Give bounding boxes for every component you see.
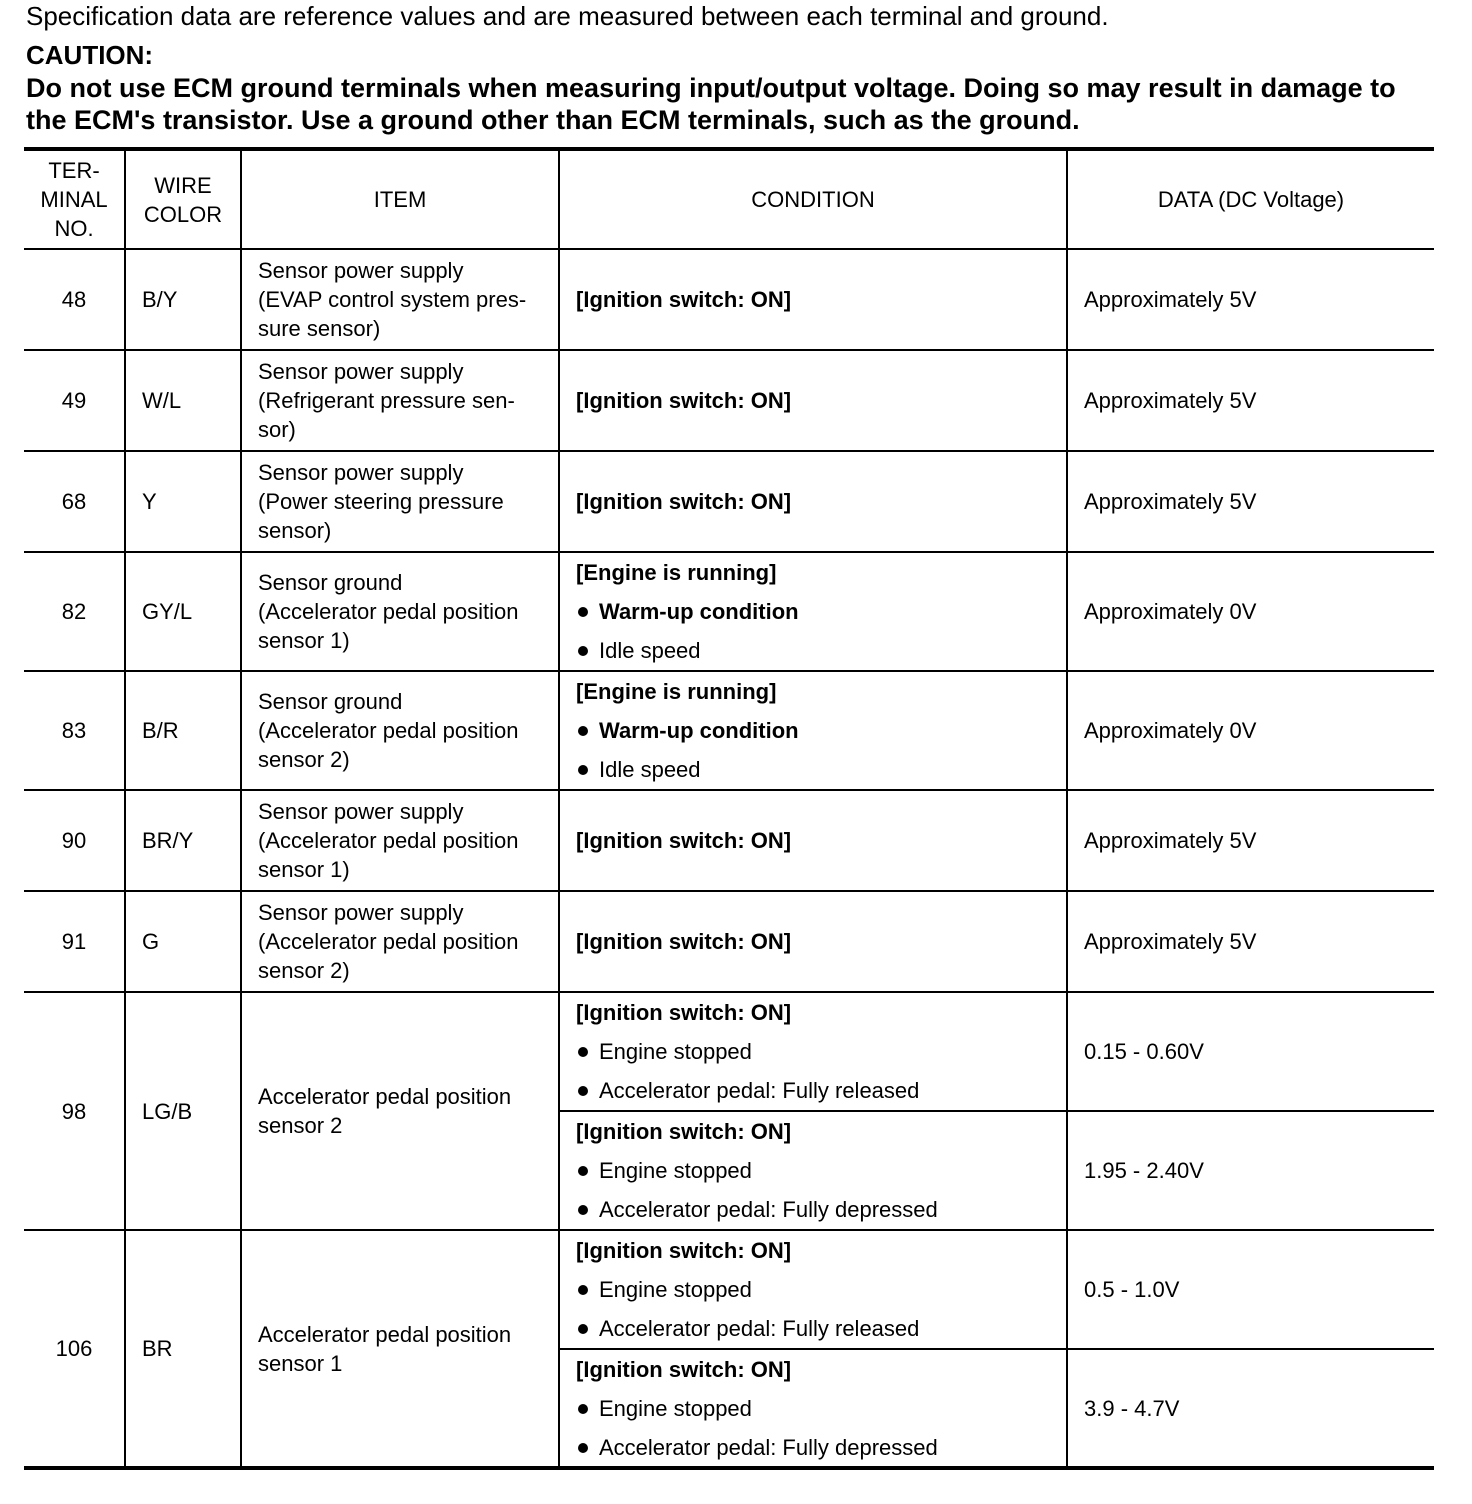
data-cell: Approximately 0V	[1067, 552, 1434, 671]
item-cell: Sensor power supply (Accelerator pedal position sensor 1)	[241, 790, 559, 891]
wire-color: GY/L	[125, 552, 241, 671]
item-cell: Sensor power supply (Accelerator pedal position sensor 2)	[241, 891, 559, 992]
terminal-number: 48	[24, 249, 125, 350]
condition-cell: [Ignition switch: ON] Engine stopped Accelerator pedal: Fully depressed	[559, 1111, 1067, 1230]
condition-cell: [Ignition switch: ON] Engine stopped Accelerator pedal: Fully released	[559, 992, 1067, 1111]
condition-cell: [Ignition switch: ON]	[559, 451, 1067, 552]
terminal-number: 106	[24, 1230, 125, 1468]
wire-color: BR	[125, 1230, 241, 1468]
data-cell: Approximately 0V	[1067, 671, 1434, 790]
terminal-number: 90	[24, 790, 125, 891]
wire-color: BR/Y	[125, 790, 241, 891]
terminal-number: 49	[24, 350, 125, 451]
data-cell: 0.5 - 1.0V	[1067, 1230, 1434, 1349]
condition-bullet: Accelerator pedal: Fully depressed	[576, 1433, 1050, 1462]
terminal-number: 83	[24, 671, 125, 790]
item-cell: Sensor power supply (EVAP control system pres- sure sensor)	[241, 249, 559, 350]
condition-cell: [Ignition switch: ON]	[559, 249, 1067, 350]
data-cell: Approximately 5V	[1067, 249, 1434, 350]
table-row	[24, 790, 1434, 891]
condition-bullet: Engine stopped	[576, 1275, 1050, 1304]
terminal-number: 91	[24, 891, 125, 992]
wire-color: B/Y	[125, 249, 241, 350]
condition-cell: [Ignition switch: ON] Engine stopped Accelerator pedal: Fully depressed	[559, 1349, 1067, 1468]
condition-bullet: Idle speed	[576, 636, 1050, 665]
intro-text: Specification data are reference values and are measured between each terminal and ground.	[26, 1, 1109, 31]
condition-cell: [Engine is running] Warm-up condition Idle speed	[559, 552, 1067, 671]
data-cell: 0.15 - 0.60V	[1067, 992, 1434, 1111]
data-cell: Approximately 5V	[1067, 790, 1434, 891]
condition-cell: [Ignition switch: ON]	[559, 891, 1067, 992]
condition-cell: [Ignition switch: ON]	[559, 350, 1067, 451]
data-cell: 3.9 - 4.7V	[1067, 1349, 1434, 1468]
wire-color: B/R	[125, 671, 241, 790]
wire-color: G	[125, 891, 241, 992]
item-cell: Sensor ground (Accelerator pedal position sensor 1)	[241, 552, 559, 671]
condition-bullet: Warm-up condition	[576, 716, 1050, 745]
condition-bullet: Accelerator pedal: Fully released	[576, 1314, 1050, 1343]
condition-bullet: Accelerator pedal: Fully released	[576, 1076, 1050, 1105]
condition-bullet: Accelerator pedal: Fully depressed	[576, 1195, 1050, 1224]
header-terminal-no: TER- MINAL NO.	[24, 149, 125, 249]
data-cell: Approximately 5V	[1067, 891, 1434, 992]
terminal-spec-table	[24, 147, 1434, 1470]
table-row	[24, 552, 1434, 671]
header-item: ITEM	[241, 149, 559, 249]
header-data: DATA (DC Voltage)	[1067, 149, 1434, 249]
terminal-number: 98	[24, 992, 125, 1230]
wire-color: Y	[125, 451, 241, 552]
condition-bullet: Engine stopped	[576, 1037, 1050, 1066]
table-header-row	[24, 149, 1434, 249]
table-row	[24, 1230, 1434, 1349]
caution-title: CAUTION:	[26, 40, 154, 70]
data-cell: 1.95 - 2.40V	[1067, 1111, 1434, 1230]
condition-cell: [Ignition switch: ON]	[559, 790, 1067, 891]
condition-cell: [Engine is running] Warm-up condition Idle speed	[559, 671, 1067, 790]
terminal-number: 68	[24, 451, 125, 552]
table-row	[24, 992, 1434, 1111]
header-condition: CONDITION	[559, 149, 1067, 249]
item-cell: Sensor ground (Accelerator pedal position sensor 2)	[241, 671, 559, 790]
table-row	[24, 249, 1434, 350]
item-cell: Accelerator pedal position sensor 2	[241, 992, 559, 1230]
table-row	[24, 891, 1434, 992]
item-cell: Accelerator pedal position sensor 1	[241, 1230, 559, 1468]
condition-cell: [Ignition switch: ON] Engine stopped Accelerator pedal: Fully released	[559, 1230, 1067, 1349]
condition-bullet: Engine stopped	[576, 1394, 1050, 1423]
table-row	[24, 671, 1434, 790]
header-wire-color: WIRE COLOR	[125, 149, 241, 249]
table-row	[24, 451, 1434, 552]
wire-color: W/L	[125, 350, 241, 451]
data-cell: Approximately 5V	[1067, 350, 1434, 451]
data-cell: Approximately 5V	[1067, 451, 1434, 552]
item-cell: Sensor power supply (Power steering pressure sensor)	[241, 451, 559, 552]
table-row	[24, 350, 1434, 451]
item-cell: Sensor power supply (Refrigerant pressure sen- sor)	[241, 350, 559, 451]
condition-bullet: Warm-up condition	[576, 597, 1050, 626]
caution-text: Do not use ECM ground terminals when measuring input/output voltage. Doing so may result in damage to the ECM's transistor. Use a ground other than ECM terminals, such as the ground.	[26, 73, 1396, 135]
wire-color: LG/B	[125, 992, 241, 1230]
terminal-number: 82	[24, 552, 125, 671]
condition-bullet: Idle speed	[576, 755, 1050, 784]
condition-bullet: Engine stopped	[576, 1156, 1050, 1185]
